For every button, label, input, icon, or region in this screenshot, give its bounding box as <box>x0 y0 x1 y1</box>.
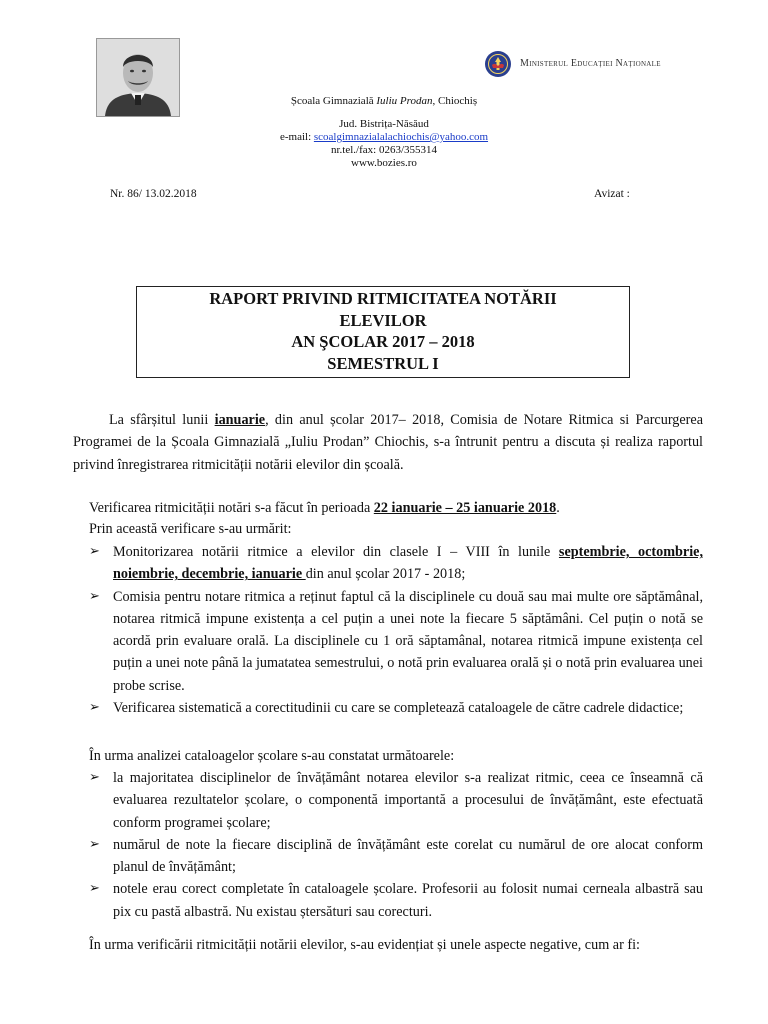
list-item <box>89 697 703 719</box>
title-line-4: SEMESTRUL I <box>327 353 439 373</box>
title-line-2: ELEVILOR <box>339 310 427 330</box>
avizat-label: Avizat : <box>594 188 630 200</box>
school-suffix: , Chiochiș <box>432 95 478 107</box>
title-line-1: RAPORT PRIVIND RITMICITATEA NOTĂRII <box>209 289 557 308</box>
website-line: www.bozies.ro <box>351 157 417 169</box>
item-prefix: Monitorizarea notării ritmice a elevilor din clasele I – VIII în lunile <box>113 544 559 560</box>
school-name-line <box>0 95 768 108</box>
title-line-3: AN ŞCOLAR 2017 – 2018 <box>291 332 475 351</box>
period-prefix: Verificarea ritmicității notări s-a făcut în perioada <box>89 500 374 516</box>
list-item <box>89 541 703 586</box>
arrow-bullet-icon: ➢ <box>89 836 100 852</box>
arrow-bullet-icon: ➢ <box>89 588 100 604</box>
item-text: Comisia pentru notare ritmica a reținut faptul că la disciplinele cu două sau mai multe ore săptămânal, notarea ritmică impune existența a cel puțin a unei note la fiecare 5 săptămâni. Cel puțin o notă se acordă prin evaluare orală. La disciplinele cu 1 oră săptamânal, notarea ritmică impune existența cel puțin a unei note până la jumatatea semestrului, o notă prin evaluarea orală și o notă prin evaluarea unei probe scrise. <box>113 588 703 694</box>
period-dates: 22 ianuarie – 25 ianuarie 2018 <box>373 500 557 516</box>
school-name: Iuliu Prodan <box>376 95 433 107</box>
school-prefix: Școala Gimnazială <box>290 95 377 107</box>
verification-purpose: Prin această verificare s-au urmărit: <box>89 521 292 537</box>
item-text: notele erau corect completate în cataloagele școlare. Profesorii au folosit numai cerneala albastră sau pix cu pastă albastră. Nu existau ștersături sau corecturi. <box>113 881 703 920</box>
phone-line: nr.tel./fax: 0263/355314 <box>330 144 437 156</box>
list-item <box>89 834 703 879</box>
intro-part-2: , din anul școlar 2017– 2018, Comisia de Notare Ritmica si Parcurgerea Programei de la Școala Gimnazială „Iuliu Prodan” Chiochis, s-a întrunit pentru a discuta și realiza raportul privind înregistrarea ritmicității notării elevilor din școală. <box>73 412 704 473</box>
email-link[interactable]: scoalgimnazialalachiochis@yahoo.com <box>313 131 489 143</box>
item-text: la majoritatea disciplinelor de învățământ notarea elevilor s-a realizat ritmic, ceea ce înseamnă că evaluarea rezultatelor școlare, o componentă importantă a procesului de învățământ, este efectuată conform programei școlare; <box>113 770 703 831</box>
arrow-bullet-icon: ➢ <box>89 881 100 897</box>
list-item <box>89 586 703 697</box>
ministry-name: Ministerul Educației Naționale <box>520 58 661 69</box>
intro-part-1: La sfârșitul lunii <box>109 412 215 428</box>
arrow-bullet-icon: ➢ <box>89 700 100 716</box>
item-months: septembrie, octombrie, noiembrie, decembrie, ianuarie <box>113 544 703 583</box>
ministry-crest-icon <box>484 50 512 78</box>
negative-aspects-intro: În urma verificării ritmicității notării elevilor, s-au evidențiat și unele aspecte negative, cum ar fi: <box>89 937 640 953</box>
email-label: e-mail: <box>279 131 314 143</box>
item-suffix: din anul școlar 2017 - 2018; <box>305 566 466 583</box>
verification-period <box>89 497 560 519</box>
county-line: Jud. Bistrița-Năsăud <box>339 118 429 130</box>
item-text: numărul de note la fiecare disciplină de învățământ este corelat cu numărul de ore alocat conform planul de învățământ; <box>113 836 703 876</box>
report-title-box <box>136 286 630 378</box>
list-item <box>89 767 703 834</box>
document-number: Nr. 86/ 13.02.2018 <box>110 188 197 200</box>
item-text: Verificarea sistematică a corectitudinii cu care se completează cataloagele de către cadrele didactice; <box>113 700 684 717</box>
intro-month: ianuarie <box>214 412 266 428</box>
findings-intro: În urma analizei cataloagelor școlare s-au constatat următoarele: <box>89 748 455 764</box>
list-item <box>89 878 703 923</box>
period-suffix: . <box>556 500 560 516</box>
email-line <box>0 131 768 144</box>
intro-paragraph <box>73 409 703 476</box>
arrow-bullet-icon: ➢ <box>89 770 100 785</box>
arrow-bullet-icon: ➢ <box>89 544 100 559</box>
verification-list <box>89 541 703 719</box>
findings-list <box>89 767 703 923</box>
